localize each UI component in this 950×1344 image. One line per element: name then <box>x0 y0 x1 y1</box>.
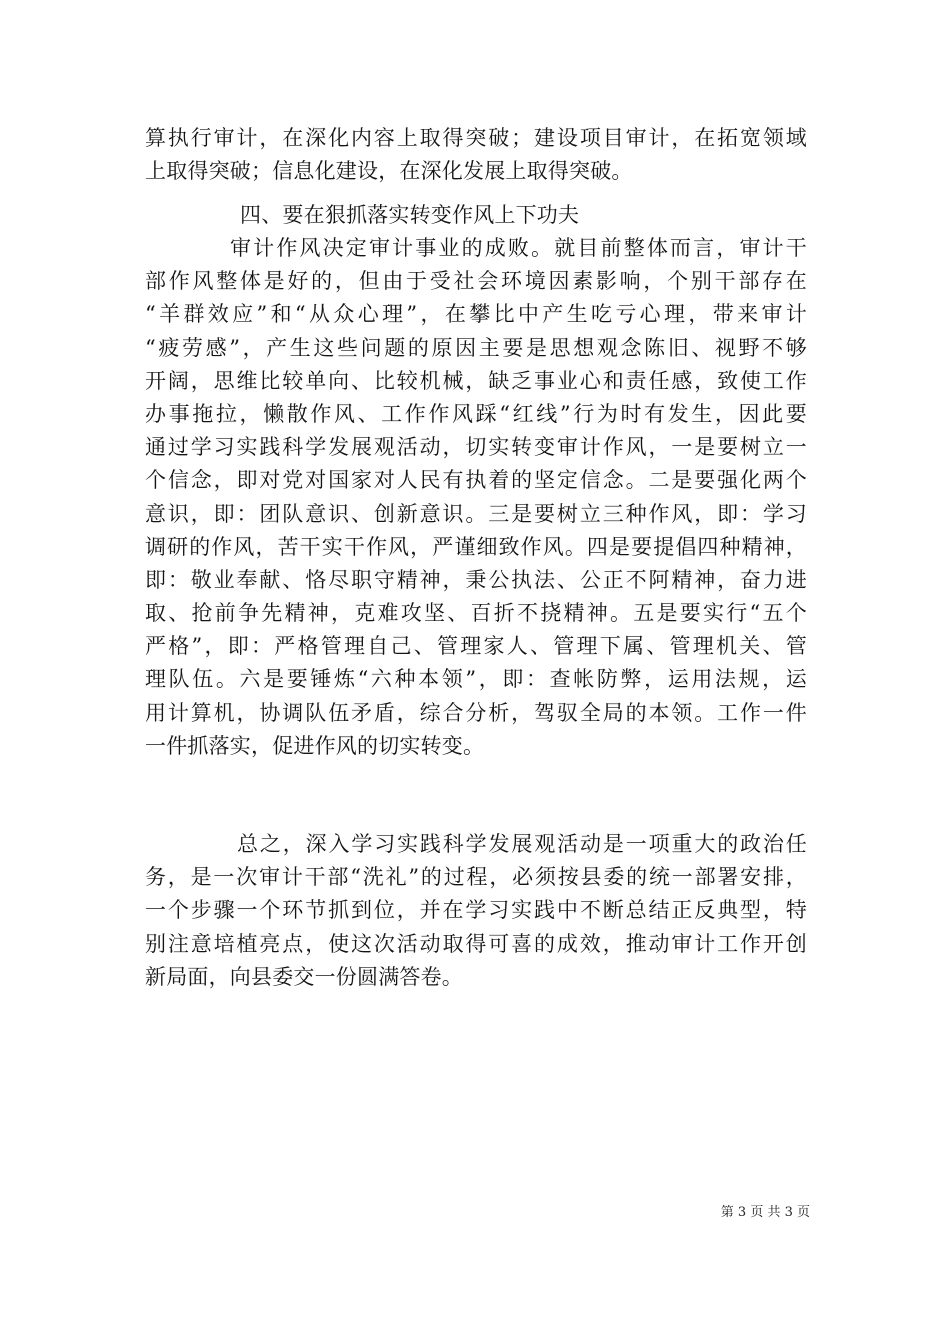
text-line: 开阔，思维比较单向、比较机械，缺乏事业心和责任感，致使工作 <box>145 368 807 393</box>
page-number: 第 3 页 共 3 页 <box>720 1205 810 1220</box>
text-line: 总之，深入学习实践科学发展观活动是一项重大的政治任 <box>237 832 807 856</box>
text-line: 别注意培植亮点，使这次活动取得可喜的成效，推动审计工作开创 <box>145 931 807 956</box>
text-line: 办事拖拉，懒散作风、工作作风踩“红线”行为时有发生，因此要 <box>145 401 807 426</box>
text-line: 算执行审计，在深化内容上取得突破；建设项目审计，在拓宽领域 <box>145 126 807 150</box>
text-line: 调研的作风，苦干实干作风，严谨细致作风。四是要提倡四种精神， <box>145 534 807 559</box>
text-line: 一件抓落实，促进作风的切实转变。 <box>145 733 485 758</box>
text-line: 通过学习实践科学发展观活动，切实转变审计作风，一是要树立一 <box>145 435 807 460</box>
text-line: 上取得突破；信息化建设，在深化发展上取得突破。 <box>145 159 633 184</box>
text-line: 取、抢前争先精神，克难攻坚、百折不挠精神。五是要实行“五个 <box>145 601 807 626</box>
paragraph-audit-style <box>145 232 807 763</box>
text-line: 意识，即：团队意识、创新意识。三是要树立三种作风，即：学习 <box>145 501 807 526</box>
text-line: 审计作风决定审计事业的成败。就目前整体而言，审计干 <box>230 236 807 260</box>
text-line: 用计算机，协调队伍矛盾，综合分析，驾驭全局的本领。工作一件 <box>145 700 807 725</box>
section-heading <box>240 199 800 232</box>
text-line: 部作风整体是好的，但由于受社会环境因素影响，个别干部存在 <box>145 269 807 294</box>
paragraph-conclusion <box>145 828 807 994</box>
paragraph-continuation <box>145 122 807 188</box>
text-line: 务，是一次审计干部“洗礼”的过程，必须按县委的统一部署安排， <box>145 865 807 890</box>
text-line: 即：敬业奉献、恪尽职守精神，秉公执法、公正不阿精神，奋力进 <box>145 567 807 592</box>
text-line: “疲劳感”，产生这些问题的原因主要是思想观念陈旧、视野不够 <box>145 335 807 360</box>
text-line: “羊群效应”和“从众心理”，在攀比中产生吃亏心理，带来审计 <box>145 302 807 327</box>
text-line: 严格”，即：严格管理自己、管理家人、管理下属、管理机关、管 <box>145 634 807 659</box>
heading-text: 四、要在狠抓落实转变作风上下功夫 <box>240 203 580 227</box>
text-line: 新局面，向县委交一份圆满答卷。 <box>145 964 463 989</box>
text-line: 一个步骤一个环节抓到位，并在学习实践中不断总结正反典型，特 <box>145 898 807 923</box>
text-line: 理队伍。六是要锤炼“六种本领”，即：查帐防弊，运用法规，运 <box>145 667 807 692</box>
text-line: 个信念，即对党对国家对人民有执着的坚定信念。二是要强化两个 <box>145 468 807 493</box>
